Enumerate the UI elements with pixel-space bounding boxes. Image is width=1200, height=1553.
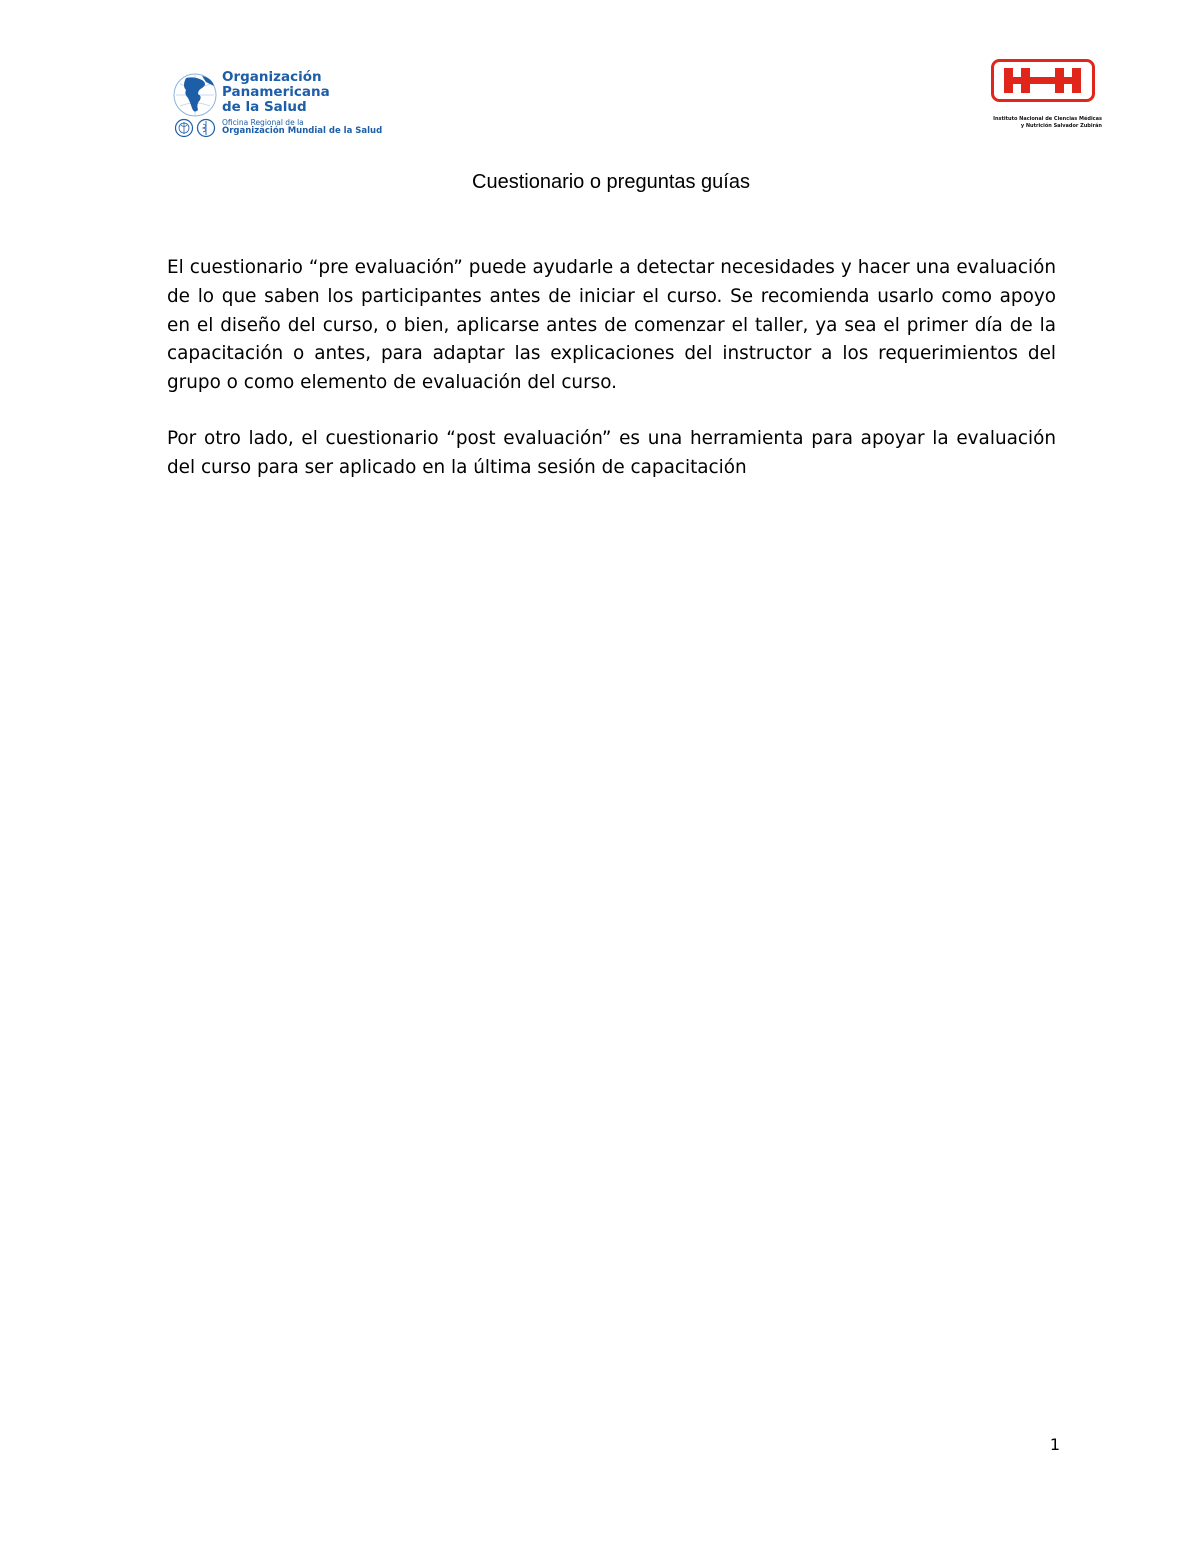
- paragraph: El cuestionario “pre evaluación” puede ayudarle a detectar necesidades y hacer una evaluación de lo que saben los participantes antes de iniciar el curso. Se recomienda usarlo como apoyo en el diseño del curso, o bien, aplicarse antes de comenzar el taller, ya sea el primer día de la capacitación o antes, para adaptar las explicaciones del instructor a los requerimientos del grupo o como elemento de evaluación del curso.: [167, 257, 1056, 394]
- ops-name-line: de la Salud: [222, 99, 307, 115]
- ops-name: [222, 70, 330, 115]
- ops-subtitle-line: Oficina Regional de la: [222, 118, 304, 127]
- page-number: 1: [1049, 1435, 1060, 1454]
- paho-seal-icon: [176, 120, 193, 137]
- innsz-monogram-icon: [991, 59, 1095, 102]
- innsz-caption: [988, 116, 1102, 130]
- ops-subtitle-line: Organización Mundial de la Salud: [222, 126, 383, 136]
- page-title: Cuestionario o preguntas guías: [472, 171, 750, 193]
- seals: [174, 118, 218, 138]
- innsz-caption-line: y Nutrición Salvador Zubirán: [1020, 123, 1102, 129]
- ops-logo: [168, 69, 383, 142]
- who-emblem-icon: [198, 120, 215, 137]
- ops-name-line: Panamericana: [222, 84, 330, 100]
- paragraph: Por otro lado, el cuestionario “post evaluación” es una herramienta para apoyar la evaluación del curso para ser aplicado en la última sesión de capacitación: [167, 428, 1056, 478]
- innsz-caption-line: Instituto Nacional de Ciencias Médicas: [993, 116, 1102, 122]
- innsz-logo: [988, 56, 1104, 136]
- globe-americas-icon: [172, 72, 218, 118]
- ops-subtitle: [222, 118, 382, 136]
- ops-name-line: Organización: [222, 69, 322, 85]
